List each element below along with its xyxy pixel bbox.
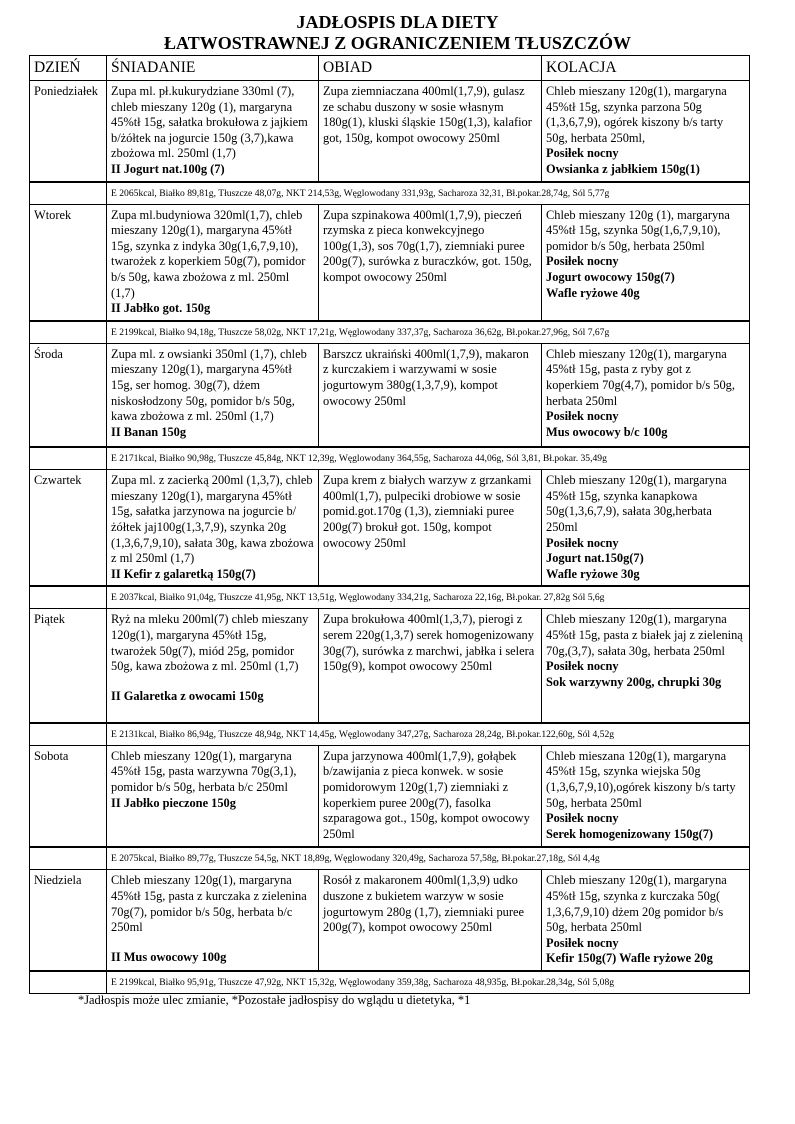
breakfast-text: Zupa ml. z owsianki 350ml (1,7), chleb mieszany 120g(1), margaryna 45%tł 15g, ser homog. 30g(7), dżem niskosłodzony 50g, pomidor b/s 50g, kawa zbożowa z ml. 250ml (1,7) (111, 346, 307, 424)
lunch-text: Zupa szpinakowa 400ml(1,7,9), pieczeń rzymska z pieca konwekcyjnego 100g(1,3), sos 70g(1,7), ziemniaki puree 200g(7), surówka z buraczków, got. 150g, kompot owocowy 250ml (323, 207, 532, 284)
nutrition-summary: E 2037kcal, Białko 91,04g, Tłuszcze 41,95g, NKT 13,51g, Węglowodany 334,21g, Sacharoza 22,16g, Bł.pokar. 27,82g Sól 5,6g (107, 586, 750, 609)
breakfast-cell (107, 343, 319, 447)
breakfast-text: Ryż na mleku 200ml(7) chleb mieszany 120g(1), margaryna 45%tł 15g, (111, 612, 309, 642)
night-meal-label: Posiłek nocny (546, 146, 619, 161)
night-meal-label: Posiłek nocny (546, 535, 619, 550)
breakfast-text: Chleb mieszany 120g(1), margaryna 45%tł 15g, pasta warzywna 70g(3,1), pomidor b/s 50g, herbata b/c 250ml (111, 748, 297, 795)
header-dinner: KOLACJA (542, 56, 750, 81)
breakfast-cell (107, 870, 319, 971)
day-row-sunday (30, 870, 750, 971)
breakfast-text: Zupa ml. pł.kukurydziane 330ml (7), chleb mieszany 120g (1), margaryna 45%tł 15g, sałatka brokułowa z jajkiem b/żółtek na jogurcie 150g (3,7),kawa zbożowa ml. 250ml (1,7) (111, 84, 308, 161)
night-meal-label: Posiłek nocny (546, 254, 619, 269)
night-meal-item: Owsianka z jabłkiem 150g(1) (546, 161, 700, 176)
lunch-text: Barszcz ukraiński 400ml(1,7,9), makaron z kurczakiem i warzywami w sosie jogurtowym 380g(1,3,7,9), kompot owocowy 250ml (323, 346, 529, 408)
lunch-cell (319, 204, 542, 321)
second-breakfast: II Banan 150g (111, 424, 187, 439)
nutrition-row (30, 182, 750, 205)
lunch-cell (319, 870, 542, 971)
day-name: Sobota (30, 745, 107, 847)
night-meal-item: Jogurt nat.150g(7) (546, 551, 644, 566)
nutrition-row (30, 447, 750, 470)
dinner-text: Chleb mieszany 120g(1), margaryna 45%tł 15g, szynka z kurczaka 50g( 1,3,6,7,9,10) dżem 20g pomidor b/s 50g, herbata 250ml (546, 873, 727, 935)
breakfast-cell (107, 745, 319, 847)
night-meal-item: Serek homogenizowany 150g(7) (546, 826, 714, 841)
breakfast-text: Zupa ml. z zacierką 200ml (1,3,7), chleb mieszany 120g(1), margaryna 45%tł 15g, sałatka jarzynowa na jogurcie b/żółtek jaj100g(1,3,7,9), szynka 20g (1,3,6,7,9,10), sałata 30g, kawa zbożowa z ml 250ml (1,7) (111, 473, 314, 566)
breakfast-cell (107, 609, 319, 723)
day-name: Czwartek (30, 470, 107, 587)
dinner-cell (542, 81, 750, 182)
day-name: Poniedziałek (30, 81, 107, 182)
night-meal-item: Sok warzywny 200g, chrupki 30g (546, 674, 722, 689)
footer-note: *Jadłospis może ulec zmianie, *Pozostałe jadłospisy do wglądu u dietetyka, *1 (78, 993, 471, 1007)
day-row-wednesday (30, 343, 750, 447)
nutrition-summary: E 2065kcal, Białko 89,81g, Tłuszcze 48,07g, NKT 214,53g, Węglowodany 331,93g, Sacharoza 32,31, Bł.pokar.28,74g, Sól 5,77g (107, 182, 750, 205)
day-name: Niedziela (30, 870, 107, 971)
dinner-text: Chleb mieszany 120g (1), margaryna 45%tł 15g, szynka 50g(1,6,7,9,10), pomidor b/s 50g, herbata 250ml (546, 207, 730, 253)
nutrition-summary: E 2075kcal, Białko 89,77g, Tłuszcze 54,5g, NKT 18,89g, Węglowodany 320,49g, Sacharoza 57,58g, Bł.pokar.27,18g, Sól 4,4g (107, 847, 750, 870)
lunch-cell (319, 81, 542, 182)
day-name: Piątek (30, 609, 107, 723)
dinner-text: Chleb mieszany 120g(1), margaryna 45%tł 15g, szynka kanapkowa 50g(1,3,6,7,9), sałata 30g,herbata 250ml (546, 473, 727, 534)
second-breakfast: II Jogurt nat.100g (7) (111, 161, 225, 176)
dinner-cell (542, 470, 750, 587)
night-meal-item: Wafle ryżowe 30g (546, 566, 640, 581)
nutrition-summary: E 2199kcal, Białko 94,18g, Tłuszcze 58,02g, NKT 17,21g, Węglowodany 337,37g, Sacharoza 36,62g, Bł.pokar.27,96g, Sól 7,67g (107, 321, 750, 344)
dinner-cell (542, 343, 750, 447)
night-meal-label: Posiłek nocny (546, 409, 619, 424)
dinner-cell (542, 870, 750, 971)
dinner-cell (542, 609, 750, 723)
night-meal-item: Kefir 150g(7) Wafle ryżowe 20g (546, 951, 713, 966)
day-name: Wtorek (30, 204, 107, 321)
day-row-tuesday (30, 204, 750, 321)
dinner-cell (542, 204, 750, 321)
breakfast-text: Chleb mieszany 120g(1), margaryna 45%tł 15g, pasta z kurczaka z zielenina 70g(7), pomidor b/s 50g, herbata b/c 250ml (111, 873, 307, 935)
dinner-text: Chleb mieszany 120g(1), margaryna 45%tł 15g, pasta z białek jaj z zieleniną 70g,(3,7), sałata 30g, herbata 250ml (546, 612, 743, 658)
day-row-monday (30, 81, 750, 182)
lunch-text: Zupa brokułowa 400ml(1,3,7), pierogi z serem 220g(1,3,7) serek homogenizowany 30g(7), surówka z marchwi, jabłka i selera 150g(9), kompot owocowy 250ml (323, 612, 535, 674)
night-meal-item: Wafle ryżowe 40g (546, 285, 640, 300)
night-meal-label: Posiłek nocny (546, 935, 619, 950)
header-row (30, 56, 750, 81)
night-meal-item: Jogurt owocowy 150g(7) (546, 269, 675, 284)
nutrition-row (30, 971, 750, 994)
header-lunch: OBIAD (319, 56, 542, 81)
nutrition-row (30, 321, 750, 344)
lunch-cell (319, 745, 542, 847)
nutrition-row (30, 586, 750, 609)
header-breakfast: ŚNIADANIE (107, 56, 319, 81)
second-breakfast: II Jabłko got. 150g (111, 301, 211, 316)
dinner-text: Chleb mieszana 120g(1), margaryna 45%tł 15g, szynka wiejska 50g (1,3,6,7,9,10),ogórek kiszony b/s tarty 50g, herbata 250ml (546, 748, 736, 810)
header-day: DZIEŃ (30, 56, 107, 81)
dinner-text: Chleb mieszany 120g(1), margaryna 45%tł 15g, szynka parzona 50g (1,3,6,7,9), ogórek kiszony b/s tarty 50g, herbata 250ml, (546, 84, 727, 145)
breakfast-text-continued: twarożek 50g(7), miód 25g, pomidor 50g, kawa zbożowa z ml. 250ml (1,7) (111, 643, 299, 674)
second-breakfast: II Galaretka z owocami 150g (111, 688, 264, 703)
day-row-friday (30, 609, 750, 723)
dinner-text: Chleb mieszany 120g(1), margaryna 45%tł 15g, pasta z ryby got z koperkiem 70g(4,7), pomidor b/s 50g, herbata 250ml (546, 346, 735, 408)
lunch-text: Zupa ziemniaczana 400ml(1,7,9), gulasz ze schabu duszony w sosie własnym 180g(1), kluski śląskie 150g(1,3), kalafior got, 150g, kompot owocowy 250ml (323, 84, 532, 145)
lunch-text: Rosół z makaronem 400ml(1,3,9) udko duszone z bukietem warzyw w sosie jogurtowym 280g (1,7), ziemniaki puree 200g(7), kompot owocowy 250ml (323, 873, 524, 935)
lunch-cell (319, 343, 542, 447)
day-row-thursday (30, 470, 750, 587)
menu-title-line-2: ŁATWOSTRAWNEJ Z OGRANICZENIEM TŁUSZCZÓW (164, 33, 631, 53)
nutrition-row (30, 723, 750, 746)
day-row-saturday (30, 745, 750, 847)
night-meal-label: Posiłek nocny (546, 659, 619, 674)
nutrition-summary: E 2131kcal, Białko 86,94g, Tłuszcze 48,94g, NKT 14,45g, Węglowodany 347,27g, Sacharoza 28,24g, Bł.pokar.122,60g, Sól 4,52g (107, 723, 750, 746)
night-meal-item: Mus owocowy b/c 100g (546, 424, 668, 439)
lunch-text: Zupa krem z białych warzyw z grzankami 400ml(1,7), pulpeciki drobiowe w sosie pomid.got.170g (1,3), ziemniaki puree 200g(7) brokuł got. 150g, kompot owocowy 250ml (323, 473, 532, 550)
day-name: Środa (30, 343, 107, 447)
nutrition-summary: E 2171kcal, Białko 90,98g, Tłuszcze 45,84g, NKT 12,39g, Węglowodany 364,55g, Sacharoza 44,06g, Sól 3,81, Bł.pokar. 35,49g (107, 447, 750, 470)
second-breakfast: II Jabłko pieczone 150g (111, 795, 236, 810)
menu-title-line-1: JADŁOSPIS DLA DIETY (296, 12, 499, 32)
weekly-menu-table (29, 55, 750, 994)
lunch-cell (319, 470, 542, 587)
nutrition-summary: E 2199kcal, Białko 95,91g, Tłuszcze 47,92g, NKT 15,32g, Węglowodany 359,38g, Sacharoza 48,935g, Bł.pokar.28,34g, Sól 5,08g (107, 971, 750, 994)
night-meal-label: Posiłek nocny (546, 811, 619, 826)
second-breakfast: II Kefir z galaretką 150g(7) (111, 566, 256, 581)
breakfast-text: Zupa ml.budyniowa 320ml(1,7), chleb mieszany 120g(1), margaryna 45%tł 15g, szynka z indyka 30g(1,6,7,9,10), twarożek z koperkiem 50g(7), pomidor b/s 50g, kawa zbożowa z ml. 250ml (1,7) (111, 207, 306, 300)
lunch-cell (319, 609, 542, 723)
dinner-cell (542, 745, 750, 847)
lunch-text: Zupa jarzynowa 400ml(1,7,9), gołąbek b/zawijania z pieca konwek. w sosie pomidorowym 120g(1,7) ziemniaki z koperkiem puree 200g(7), fasolka szparagowa got., 150g, kompot owocowy 250ml (323, 748, 530, 841)
second-breakfast: II Mus owocowy 100g (111, 949, 227, 964)
nutrition-row (30, 847, 750, 870)
breakfast-cell (107, 204, 319, 321)
breakfast-cell (107, 470, 319, 587)
breakfast-cell (107, 81, 319, 182)
